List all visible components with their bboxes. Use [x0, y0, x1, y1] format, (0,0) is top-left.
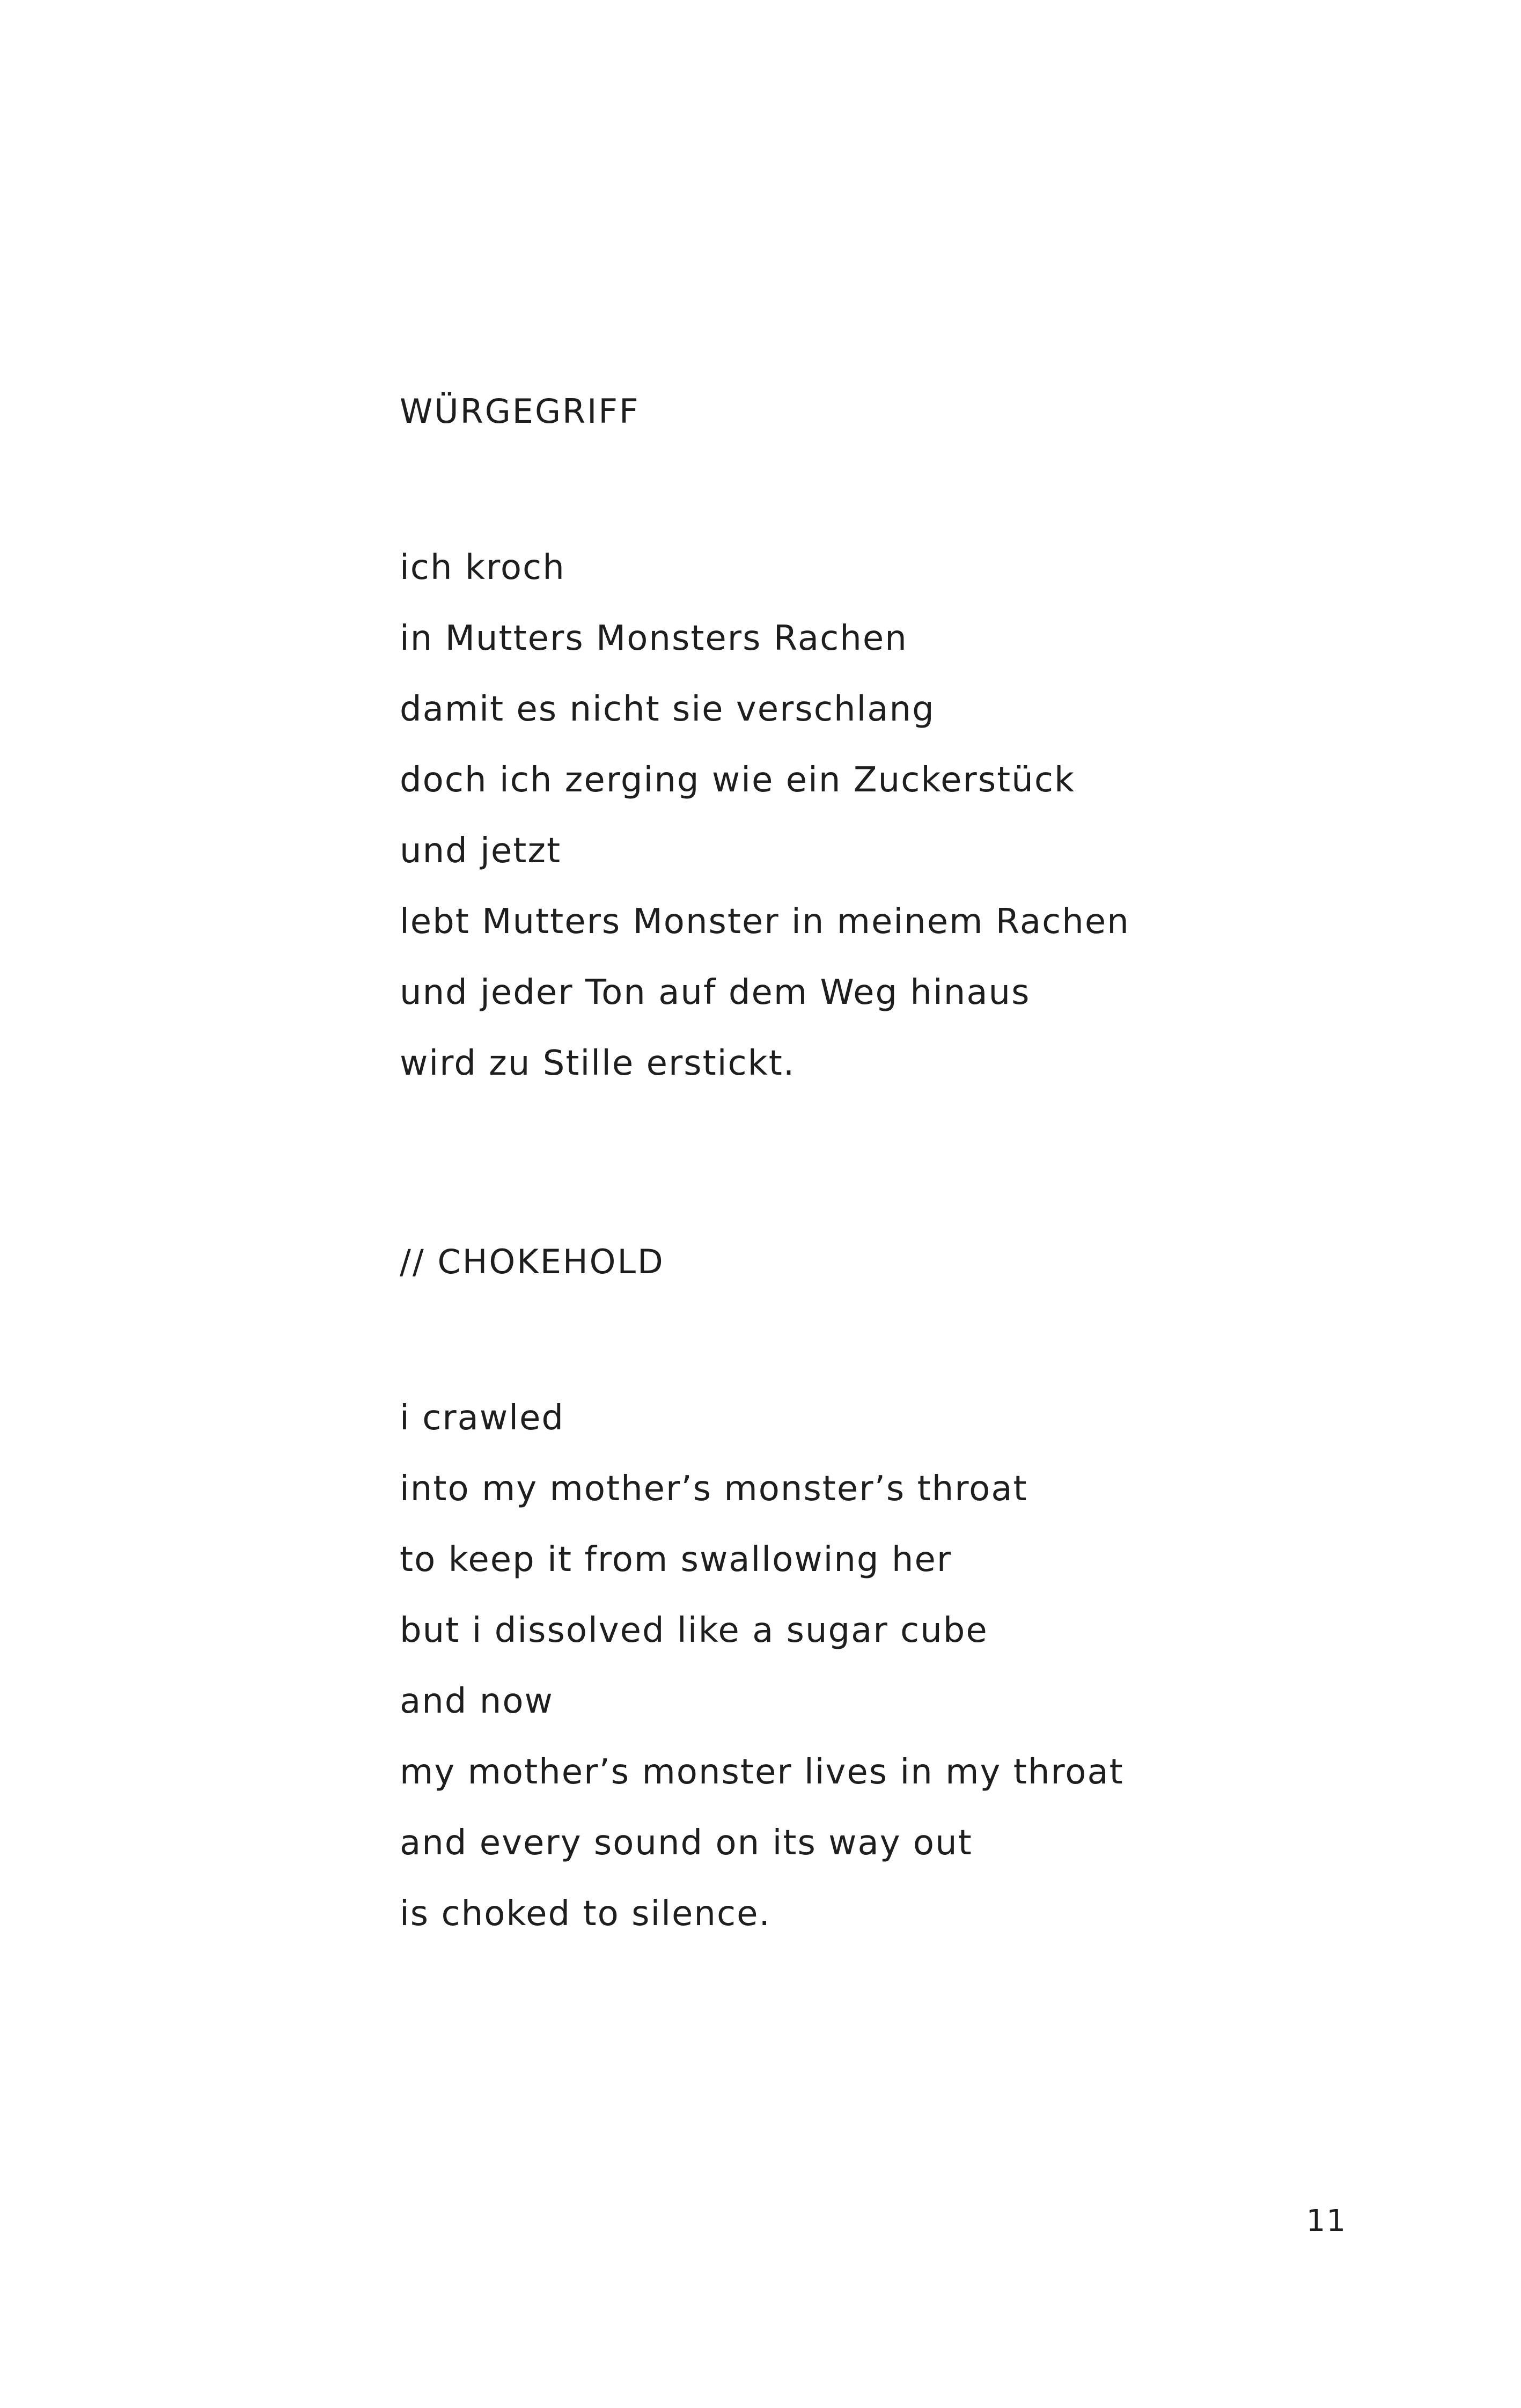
poem-line: and now: [400, 1682, 554, 1721]
poem-line: is choked to silence.: [400, 1894, 771, 1934]
poem-line: ich kroch: [400, 548, 565, 588]
poem-line: and every sound on its way out: [400, 1823, 973, 1863]
poem-english: [400, 1240, 1419, 1949]
poem-line: my mother’s monster lives in my throat: [400, 1752, 1124, 1792]
poem-title: // CHOKEHOLD: [400, 1242, 665, 1281]
poem-line: lebt Mutters Monster in meinem Rachen: [400, 902, 1130, 942]
poem-line: but i dissolved like a sugar cube: [400, 1611, 988, 1650]
poem-line: wird zu Stille erstickt.: [400, 1044, 796, 1083]
poem-line: into my mother’s monster’s throat: [400, 1469, 1028, 1509]
poem-line: und jetzt: [400, 831, 562, 871]
poem-german: [400, 390, 1419, 1099]
poem-line: in Mutters Monsters Rachen: [400, 619, 908, 658]
poem-stanza: [400, 532, 1419, 1099]
poem-line: und jeder Ton auf dem Weg hinaus: [400, 973, 1031, 1012]
poem-stanza: [400, 1383, 1419, 1949]
poem-line: doch ich zerging wie ein Zuckerstück: [400, 760, 1076, 800]
poem-line: i crawled: [400, 1398, 564, 1438]
poem-line: to keep it from swallowing her: [400, 1540, 952, 1580]
page-number: 11: [1306, 2204, 1347, 2238]
poem-title: WÜRGEGRIFF: [400, 392, 640, 431]
poem-line: damit es nicht sie verschlang: [400, 689, 935, 729]
